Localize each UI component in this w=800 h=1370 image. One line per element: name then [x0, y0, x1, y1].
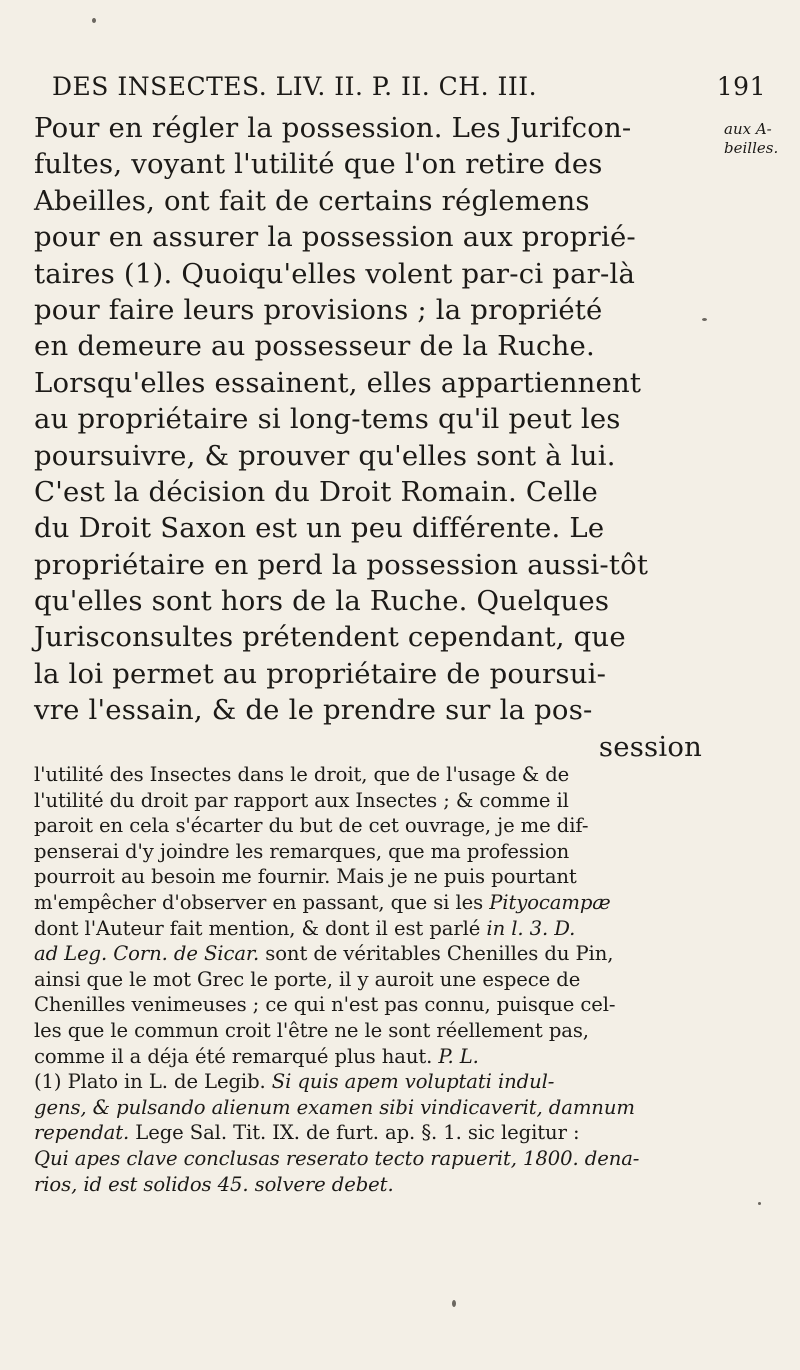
margin-note-line: beilles.	[724, 139, 779, 157]
text-line: en demeure au possesseur de la Ruche.	[34, 330, 595, 363]
footnote-line	[34, 788, 724, 814]
text-line: poursuivre, & prouver qu'elles sont à lui.	[34, 439, 616, 472]
footnote-text: ainsi que le mot Grec le porte, il y auroit une espece de	[34, 967, 581, 991]
footnote-text: Chenilles venimeuses ; ce qui n'est pas connu, puisque cel-	[34, 993, 616, 1017]
footnote-text: l'utilité du droit par rapport aux Insectes ; & comme il	[34, 788, 569, 812]
text-line: qu'elles sont hors de la Ruche. Quelques	[34, 585, 610, 618]
footnote-italic-text: Qui apes clave conclusas reserato tecto rapuerit, 1800. dena-	[34, 1146, 640, 1170]
footnotes	[34, 762, 724, 1197]
footnote-line	[34, 762, 724, 788]
ink-speck	[452, 1300, 456, 1307]
footnote-line	[34, 1146, 724, 1172]
text-line: Lorsqu'elles essainent, elles appartiennent	[34, 366, 642, 399]
footnote-text: dont l'Auteur fait mention, & dont il est parlé	[34, 916, 487, 940]
footnote-line	[34, 1120, 724, 1146]
running-header	[52, 72, 772, 101]
footnote-line	[34, 839, 724, 865]
page-number: 191	[716, 72, 766, 101]
footnote-line	[34, 1069, 724, 1095]
footnote-line	[34, 864, 724, 890]
text-line: C'est la décision du Droit Romain. Celle	[34, 475, 599, 508]
footnote-text: m'empêcher d'observer en passant, que si les	[34, 890, 490, 914]
footnote-line	[34, 967, 724, 993]
text-line: vre l'essain, & de le prendre sur la pos-	[34, 694, 593, 727]
text-line: pour en assurer la possession aux proprié-	[34, 221, 636, 254]
footnote-text: les que le commun croit l'être ne le sont réellement pas,	[34, 1018, 589, 1042]
footnote-italic-text: Pityocampæ	[489, 890, 611, 914]
footnote-line	[34, 1044, 724, 1070]
running-title: DES INSECTES. LIV. II. P. II. CH. III.	[52, 72, 538, 101]
footnote-line	[34, 992, 724, 1018]
text-line: Jurisconsultes prétendent cependant, que	[34, 621, 626, 654]
margin-note	[724, 120, 794, 158]
text-line: taires (1). Quoiqu'elles volent par-ci par-là	[34, 257, 636, 290]
footnote-text: comme il a déja été remarqué plus haut.	[34, 1044, 439, 1068]
margin-note-line: aux A-	[724, 120, 772, 138]
catchword: session	[598, 730, 702, 763]
ink-speck	[758, 1202, 761, 1205]
text-line: du Droit Saxon est un peu différente. Le	[34, 512, 605, 545]
footnote-italic-text: P. L.	[438, 1044, 479, 1068]
text-line: la loi permet au propriétaire de poursui-	[34, 657, 607, 690]
ink-speck	[702, 318, 707, 321]
main-text	[34, 110, 714, 765]
text-line: fultes, voyant l'utilité que l'on retire des	[34, 148, 603, 181]
footnote-line	[34, 1172, 724, 1198]
footnote-text: l'utilité des Insectes dans le droit, que de l'usage & de	[34, 763, 570, 786]
footnote-text: paroit en cela s'écarter du but de cet ouvrage, je me dif-	[34, 814, 589, 838]
footnote-line	[34, 916, 724, 942]
footnote-text: (1) Plato in L. de Legib.	[34, 1070, 272, 1094]
footnote-line	[34, 890, 724, 916]
footnote-italic-text: rependat.	[34, 1121, 130, 1145]
footnote-line	[34, 941, 724, 967]
footnote-italic-text: in l. 3. D.	[486, 916, 576, 940]
footnote-line	[34, 1018, 724, 1044]
footnote-text: sont de véritables Chenilles du Pin,	[259, 942, 614, 966]
text-line: Abeilles, ont fait de certains réglemens	[34, 184, 590, 217]
footnote-line	[34, 1095, 724, 1121]
ink-speck	[92, 18, 96, 23]
text-line: propriétaire en perd la possession aussi-tôt	[34, 548, 649, 581]
footnote-italic-text: rios, id est solidos 45. solvere debet.	[34, 1172, 394, 1196]
footnote-line	[34, 813, 724, 839]
footnote-italic-text: ad Leg. Corn. de Sicar.	[34, 942, 260, 966]
footnote-text: pourroit au besoin me fournir. Mais je ne puis pourtant	[34, 865, 577, 889]
text-line: au propriétaire si long-tems qu'il peut les	[34, 403, 621, 436]
footnote-text: penserai d'y joindre les remarques, que ma profession	[34, 839, 570, 863]
text-line: Pour en régler la possession. Les Jurifcon-	[34, 112, 632, 144]
footnote-italic-text: Si quis apem voluptati indul-	[271, 1070, 555, 1094]
text-line: pour faire leurs provisions ; la propriété	[34, 293, 603, 326]
footnote-italic-text: gens, & pulsando alienum examen sibi vindicaverit, damnum	[34, 1095, 635, 1119]
footnote-text: Lege Sal. Tit. IX. de furt. ap. §. 1. sic legitur :	[129, 1121, 580, 1145]
